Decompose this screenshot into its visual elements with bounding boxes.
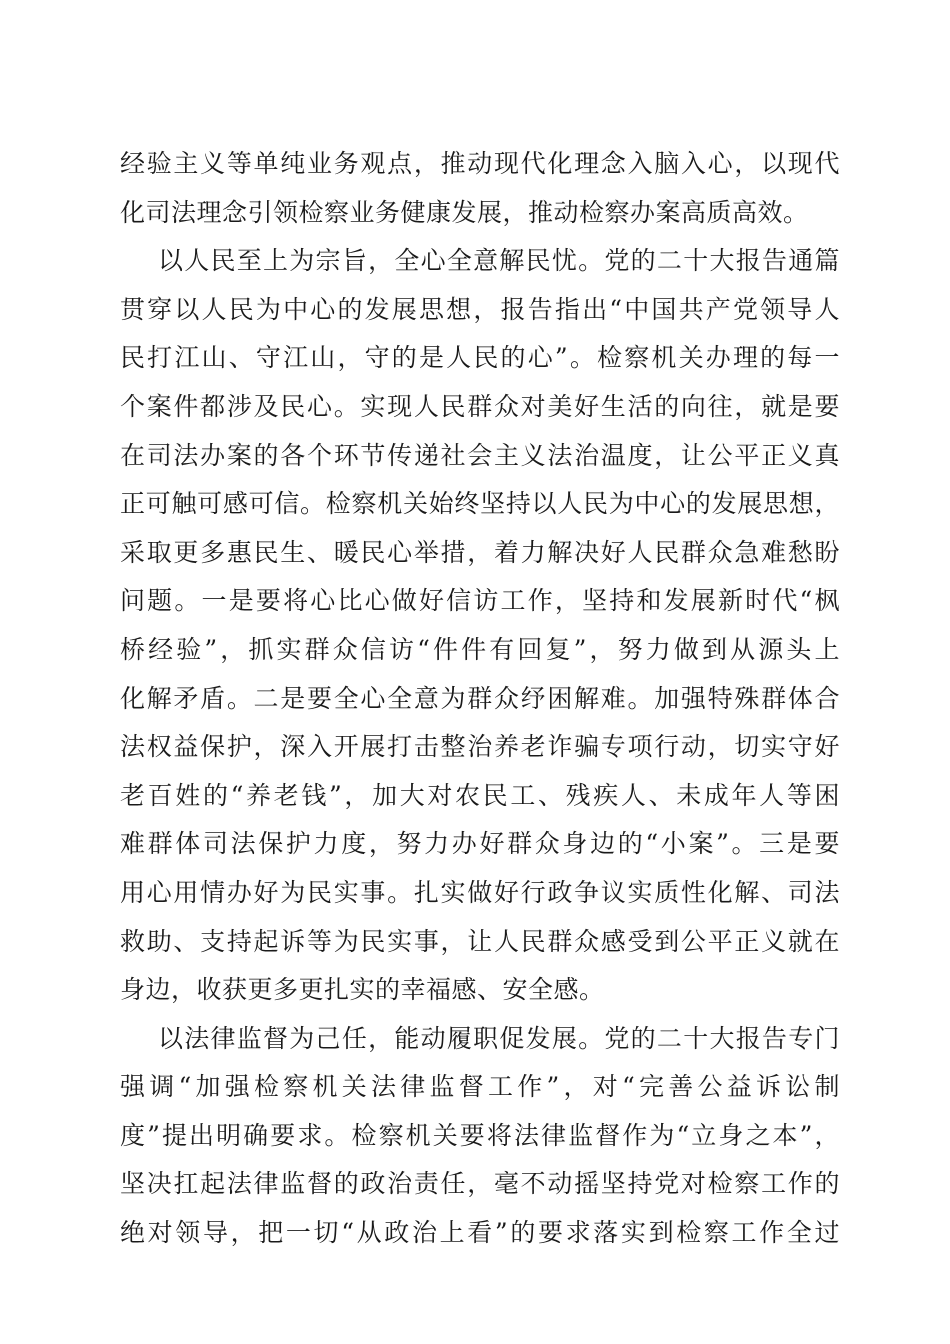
body-text: [120, 140, 840, 1258]
paragraph-3-line-1: 以法律监督为己任，能动履职促发展。党的二十大报告专门: [158, 1023, 840, 1053]
paragraph-2-line-1: 以人民至上为宗旨，全心全意解民忧。党的二十大报告通篇: [158, 246, 840, 276]
paragraph-3-line-4: 坚决扛起法律监督的政治责任，毫不动摇坚持党对检察工作的: [120, 1169, 840, 1199]
paragraph-2-line-5: 在司法办案的各个环节传递社会主义法治温度，让公平正义真: [120, 440, 840, 470]
paragraph-2-line-10: 化解矛盾。二是要全心全意为群众纾困解难。加强特殊群体合: [120, 683, 840, 713]
paragraph-2-line-15: 救助、支持起诉等为民实事，让人民群众感受到公平正义就在: [120, 926, 840, 956]
paragraph-1-line-2: 化司法理念引领检察业务健康发展，推动检察办案高质高效。: [120, 197, 809, 227]
paragraph-2-line-13: 难群体司法保护力度，努力办好群众身边的“小案”。三是要: [120, 829, 840, 859]
paragraph-2-line-6: 正可触可感可信。检察机关始终坚持以人民为中心的发展思想，: [120, 489, 840, 519]
paragraph-2-line-4: 个案件都涉及民心。实现人民群众对美好生活的向往，就是要: [120, 391, 840, 421]
paragraph-1-line-1: 经验主义等单纯业务观点，推动现代化理念入脑入心，以现代: [120, 149, 840, 178]
paragraph-2-line-16: 身边，收获更多更扎实的幸福感、安全感。: [120, 975, 605, 1005]
paragraph-2-line-11: 法权益保护，深入开展打击整治养老诈骗专项行动，切实守好: [120, 732, 840, 762]
paragraph-2-line-3: 民打江山、守江山，守的是人民的心”。检察机关办理的每一: [120, 343, 840, 373]
paragraph-2-line-14: 用心用情办好为民实事。扎实做好行政争议实质性化解、司法: [120, 877, 840, 907]
paragraph-2-line-12: 老百姓的“养老钱”，加大对农民工、残疾人、未成年人等困: [120, 780, 840, 810]
paragraph-2-line-8: 问题。一是要将心比心做好信访工作，坚持和发展新时代“枫: [120, 586, 840, 616]
paragraph-2-line-7: 采取更多惠民生、暖民心举措，着力解决好人民群众急难愁盼: [120, 537, 840, 567]
paragraph-2-line-9: 桥经验”，抓实群众信访“件件有回复”，努力做到从源头上: [120, 634, 840, 664]
paragraph-3-line-3: 度”提出明确要求。检察机关要将法律监督作为“立身之本”，: [120, 1120, 840, 1150]
paragraph-3-line-5: 绝对领导，把一切“从政治上看”的要求落实到检察工作全过: [120, 1218, 840, 1248]
paragraph-2-line-2: 贯穿以人民为中心的发展思想，报告指出“中国共产党领导人: [120, 294, 840, 324]
paragraph-3-line-2: 强调“加强检察机关法律监督工作”，对“完善公益诉讼制: [120, 1072, 840, 1102]
